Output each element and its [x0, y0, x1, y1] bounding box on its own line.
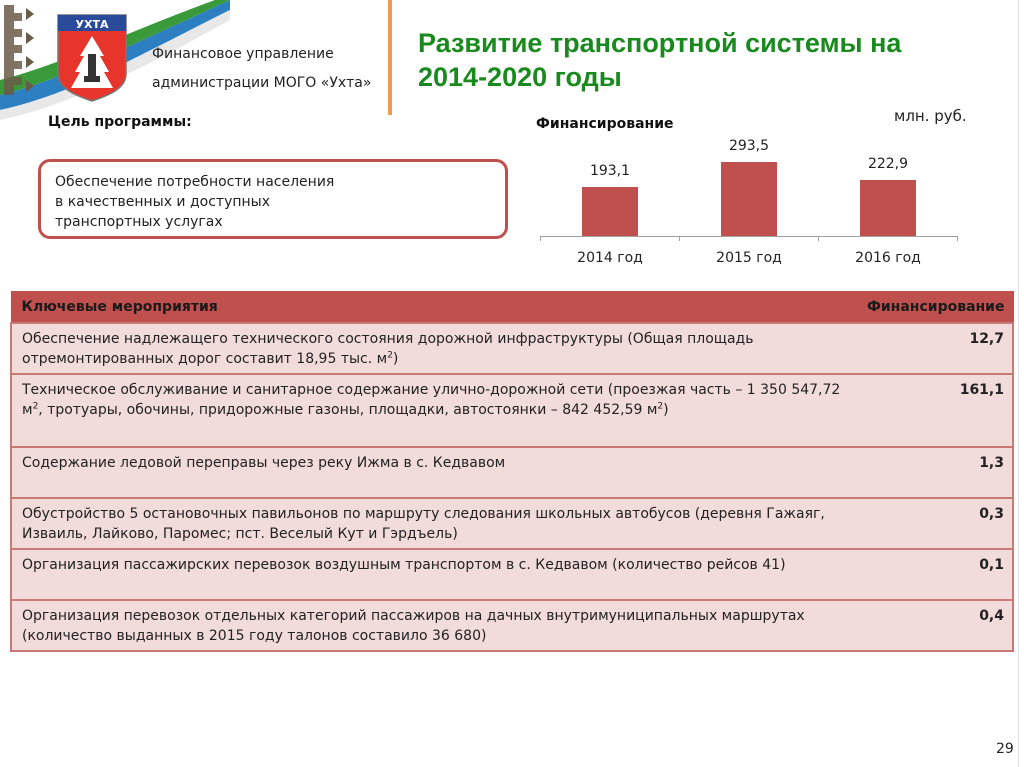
unit-label: млн. руб. — [894, 107, 967, 125]
table-row — [11, 323, 1013, 374]
page-number: 29 — [996, 741, 1014, 757]
table-header-row — [11, 292, 1013, 324]
activity-funding: 161,1 — [856, 374, 1013, 447]
bar-2015 — [721, 162, 777, 236]
bar-category-2014: 2014 год — [577, 250, 643, 266]
axis-tick — [818, 236, 819, 241]
bar-category-2016: 2016 год — [855, 250, 921, 266]
activity-description: Организация пассажирских перевозок воздушным транспортом в с. Кедвавом (количество рейсов 41) — [11, 549, 856, 600]
slide-title: Развитие транспортной системы на 2014-2020 годы — [418, 28, 902, 92]
table-row — [11, 447, 1013, 498]
activity-description: Техническое обслуживание и санитарное содержание улично-дорожной сети (проезжая часть – 1 350 547,72 $м^2$, тротуары, обочины, придорожные газоны, площадки, автостоянки – 842 452,59 $м^2$) — [11, 374, 856, 447]
svg-text:УХТА: УХТА — [75, 18, 109, 31]
axis-tick — [957, 236, 958, 241]
axis-tick — [540, 236, 541, 241]
org-line-2: администрации МОГО «Ухта» — [152, 75, 372, 91]
activity-description: Организация перевозок отдельных категорий пассажиров на дачных внутримуниципальных маршрутах (количество выданных в 2015 году талонов составило 36 680) — [11, 600, 856, 651]
activity-description: Обустройство 5 остановочных павильонов по маршруту следования школьных автобусов (деревня Гажаяг, Изваиль, Лайково, Паромес; пст. Веселый Кут и Гэрдъель) — [11, 498, 856, 549]
activity-funding: 0,1 — [856, 549, 1013, 600]
column-header-funding: Финансирование — [856, 292, 1013, 324]
bar-value-2015: 293,5 — [728, 138, 770, 154]
header-divider — [388, 0, 392, 115]
axis-tick — [679, 236, 680, 241]
bar-category-2015: 2015 год — [716, 250, 782, 266]
bar-2014 — [582, 187, 638, 236]
goal-heading: Цель программы: — [48, 114, 192, 130]
table-row — [11, 498, 1013, 549]
table-row — [11, 600, 1013, 651]
ukhta-coat-of-arms-icon — [57, 14, 127, 102]
key-activities-table — [10, 291, 1014, 652]
x-axis — [540, 236, 958, 237]
activity-funding: 1,3 — [856, 447, 1013, 498]
organization-name — [152, 40, 371, 98]
chart-title: Финансирование — [536, 116, 674, 132]
bar-value-2014: 193,1 — [589, 163, 631, 179]
goal-box: Обеспечение потребности населения в качественных и доступных транспортных услугах — [38, 159, 508, 239]
activity-description: Обеспечение надлежащего технического состояния дорожной инфраструктуры (Общая площадь отремонтированных дорог составит 18,95 тыс. $м^2$) — [11, 323, 856, 374]
bar-value-2016: 222,9 — [867, 156, 909, 172]
activity-funding: 12,7 — [856, 323, 1013, 374]
bar-2016 — [860, 180, 916, 236]
table-row — [11, 549, 1013, 600]
funding-bar-chart — [520, 130, 980, 280]
activity-funding: 0,4 — [856, 600, 1013, 651]
org-line-1: Финансовое управление — [152, 46, 334, 62]
table-row — [11, 374, 1013, 447]
activity-description: Содержание ледовой переправы через реку Ижма в с. Кедвавом — [11, 447, 856, 498]
column-header-activities: Ключевые мероприятия — [11, 292, 856, 324]
slide-edge — [1018, 0, 1019, 767]
activity-funding: 0,3 — [856, 498, 1013, 549]
